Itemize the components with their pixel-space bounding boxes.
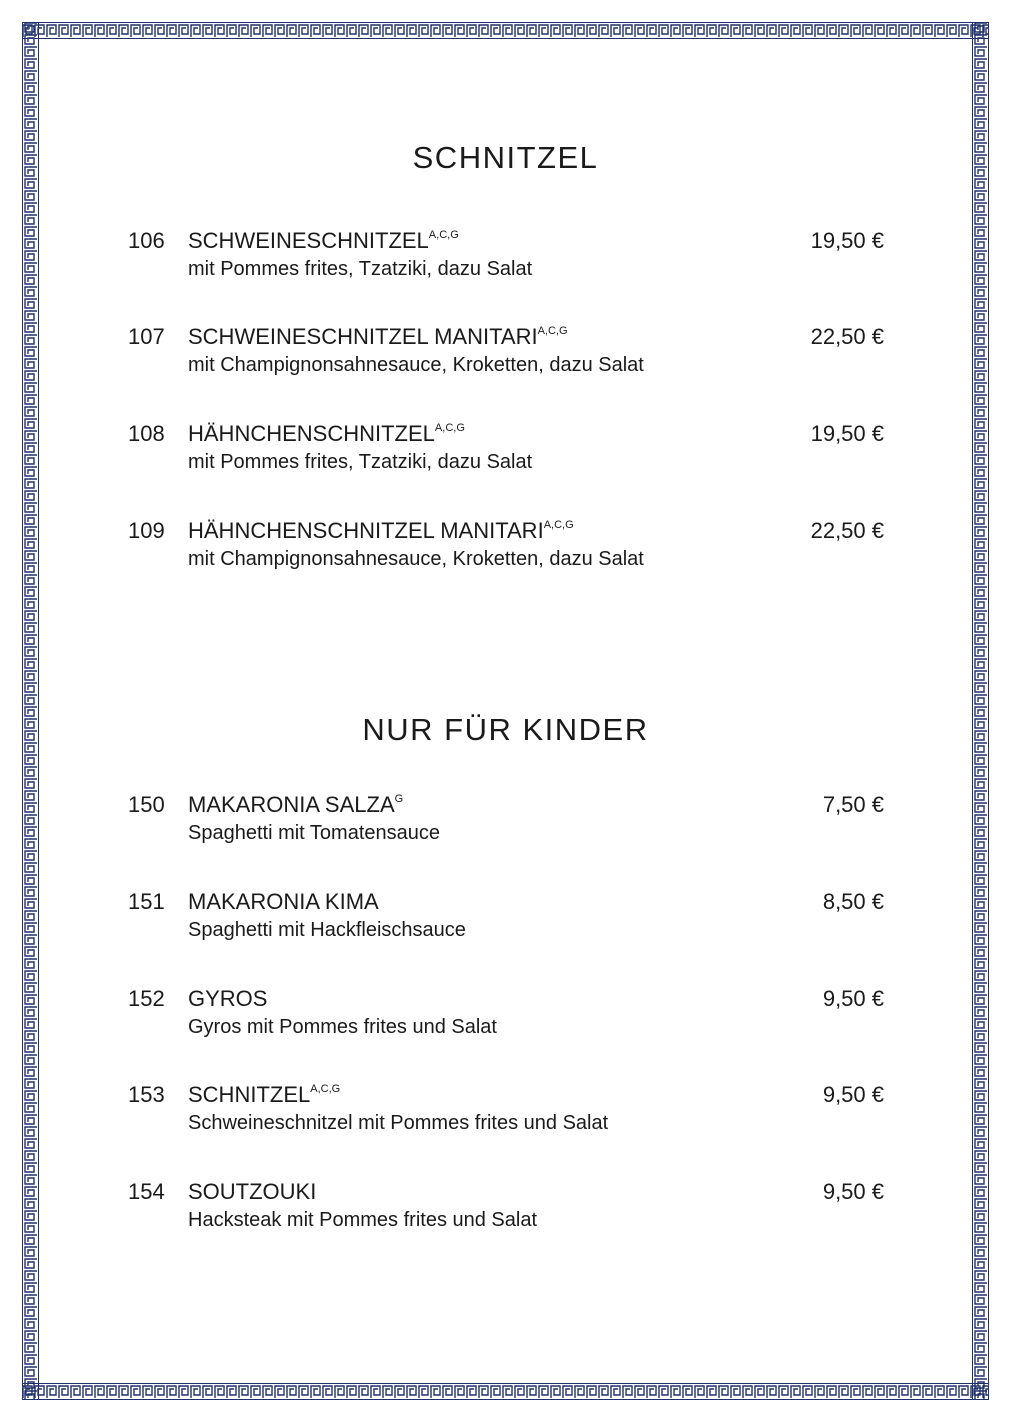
item-number: 106 (128, 228, 165, 253)
item-price: 7,50 € (822, 792, 884, 817)
item-name: MAKARONIA KIMA (188, 889, 379, 914)
menu-item (0, 1179, 1011, 1239)
item-price: 9,50 € (822, 986, 884, 1011)
item-number: 109 (128, 518, 165, 543)
menu-item (0, 228, 1011, 288)
item-price: 19,50 € (810, 228, 884, 253)
menu-item (0, 518, 1011, 578)
menu-item (0, 889, 1011, 949)
item-price: 9,50 € (822, 1082, 884, 1107)
allergen-codes: A,C,G (537, 325, 568, 337)
item-number: 150 (128, 792, 165, 817)
item-description: mit Pommes frites, Tzatziki, dazu Salat (188, 258, 533, 280)
item-name: $SCHNITZEL^{A,C,G}$ (188, 1082, 341, 1107)
item-description: mit Pommes frites, Tzatziki, dazu Salat (188, 451, 533, 473)
item-number: 151 (128, 889, 165, 914)
item-name: MAKARONIA $SALZA^G$ (188, 792, 404, 817)
item-number: 108 (128, 421, 165, 446)
allergen-codes: A,C,G (428, 229, 459, 241)
item-description: mit Champignonsahnesauce, Kroketten, dazu Salat (188, 354, 644, 376)
item-name: $HÄHNCHENSCHNITZEL^{A,C,G}$ (188, 421, 465, 446)
menu-item (0, 421, 1011, 481)
greek-key-border-top (22, 22, 989, 39)
item-description: Schweineschnitzel mit Pommes frites und Salat (188, 1112, 609, 1134)
item-number: 154 (128, 1179, 165, 1204)
item-description: Spaghetti mit Tomatensauce (188, 822, 441, 844)
item-description: Spaghetti mit Hackfleischsauce (188, 919, 466, 941)
item-name: $SCHWEINESCHNITZEL^{A,C,G}$ (188, 228, 459, 253)
item-description: Hacksteak mit Pommes frites und Salat (188, 1209, 538, 1231)
menu-item (0, 324, 1011, 384)
greek-key-border-bottom (22, 1383, 989, 1400)
allergen-codes: G (394, 793, 404, 805)
item-name: HÄHNCHENSCHNITZEL $MANITARI^{A,C,G}$ (188, 518, 574, 543)
item-price: 19,50 € (810, 421, 884, 446)
item-number: 152 (128, 986, 165, 1011)
section-title-schnitzel: SCHNITZEL (412, 140, 599, 175)
allergen-codes: A,C,G (434, 422, 465, 434)
item-name: GYROS (188, 986, 268, 1011)
item-number: 107 (128, 324, 165, 349)
item-name: SCHWEINESCHNITZEL $MANITARI^{A,C,G}$ (188, 324, 568, 349)
item-price: 22,50 € (810, 518, 884, 543)
item-price: 22,50 € (810, 324, 884, 349)
item-description: Gyros mit Pommes frites und Salat (188, 1016, 497, 1038)
item-price: 8,50 € (822, 889, 884, 914)
item-price: 9,50 € (822, 1179, 884, 1204)
allergen-codes: A,C,G (543, 519, 574, 531)
item-number: 153 (128, 1082, 165, 1107)
item-description: mit Champignonsahnesauce, Kroketten, dazu Salat (188, 548, 644, 570)
section-title-kinder: NUR FÜR KINDER (362, 712, 649, 747)
menu-item (0, 792, 1011, 852)
menu-item (0, 1082, 1011, 1142)
item-name: SOUTZOUKI (188, 1179, 317, 1204)
menu-item (0, 986, 1011, 1046)
allergen-codes: A,C,G (310, 1083, 341, 1095)
